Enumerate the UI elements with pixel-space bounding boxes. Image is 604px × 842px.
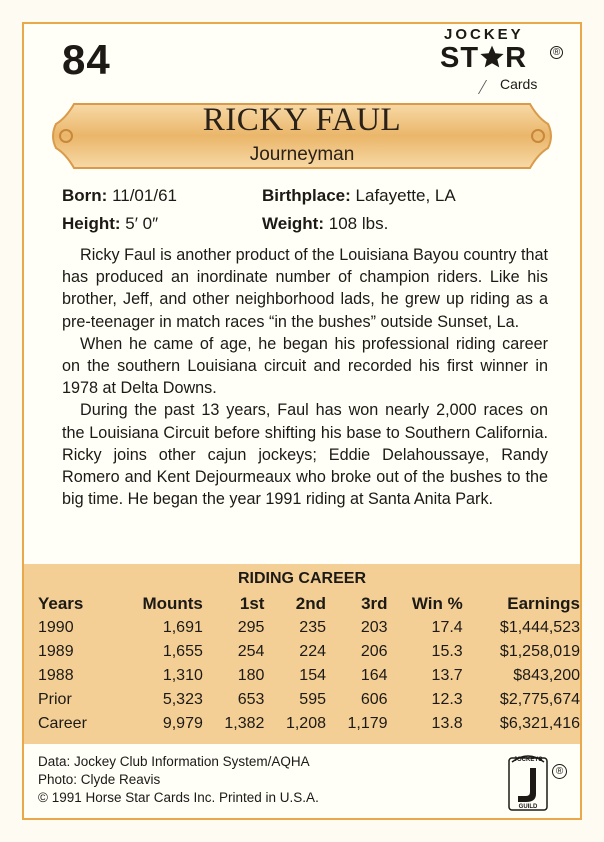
cell-year: 1989 xyxy=(38,643,74,660)
jockeys-guild-logo-icon xyxy=(508,750,548,812)
jockey-title: Journeyman xyxy=(249,144,355,165)
cell-mounts: 5,323 xyxy=(162,691,203,708)
logo-cards-text: Cards xyxy=(500,76,538,92)
cell-second: 235 xyxy=(299,619,326,636)
cell-second: 154 xyxy=(299,667,326,684)
cell-third: 606 xyxy=(360,691,388,708)
cell-win-pct: 13.8 xyxy=(431,715,463,732)
table-row xyxy=(38,640,580,664)
cell-win-pct: 15.3 xyxy=(431,643,463,660)
cell-win-pct: 13.7 xyxy=(431,667,463,684)
cell-third: 203 xyxy=(360,619,388,636)
biography xyxy=(62,244,548,510)
table-row xyxy=(38,712,580,736)
born-value: 11/01/61 xyxy=(112,186,177,205)
jockey-star-logo xyxy=(438,26,568,96)
height-value: 5′ 0″ xyxy=(125,214,159,233)
bio-paragraph: Ricky Faul is another product of the Louisiana Bayou country that has produced an inordinate number of champion riders. Like his brother, Jeff, and other neighborhood lads, he grew up riding as a pre-teenager in match races “in the bushes” outside Sunset, La. xyxy=(62,246,548,331)
card-number: 84 xyxy=(62,36,111,83)
credit-line: © 1991 Horse Star Cards Inc. Printed in U.S.A. xyxy=(38,790,319,805)
weight-label: Weight: xyxy=(262,214,325,233)
cell-earnings: $1,258,019 xyxy=(499,643,580,660)
table-row xyxy=(38,688,580,712)
cell-first: 254 xyxy=(237,643,265,660)
cell-earnings: $1,444,523 xyxy=(499,619,580,636)
column-header: Years xyxy=(38,594,84,613)
cell-earnings: $2,775,674 xyxy=(499,691,580,708)
cell-first: 295 xyxy=(237,619,265,636)
cell-mounts: 9,979 xyxy=(162,715,203,732)
birthplace-value: Lafayette, LA xyxy=(355,186,456,205)
cell-earnings: $6,321,416 xyxy=(499,715,580,732)
vitals-row xyxy=(62,214,562,236)
logo-top-text: JOCKEY xyxy=(444,26,524,43)
cell-year: Prior xyxy=(38,691,72,708)
born-label: Born: xyxy=(62,186,108,205)
star-icon xyxy=(479,44,505,70)
cell-win-pct: 12.3 xyxy=(431,691,463,708)
column-header: Win % xyxy=(411,594,463,613)
column-header: 1st xyxy=(239,594,265,613)
column-header: 3rd xyxy=(361,594,388,613)
cell-third: 164 xyxy=(360,667,388,684)
cell-earnings: $843,200 xyxy=(513,667,580,684)
cell-second: 224 xyxy=(299,643,326,660)
cell-year: Career xyxy=(38,715,87,732)
cell-mounts: 1,310 xyxy=(162,667,203,684)
jockey-name: RICKY FAUL xyxy=(202,102,402,138)
bio-paragraph: When he came of age, he began his professional riding career on the southern Louisiana circuit and recorded his first winner in 1978 at Delta Downs. xyxy=(62,334,548,398)
svg-text:GUILD: GUILD xyxy=(518,804,538,810)
logo-star-text: ST R xyxy=(440,42,528,74)
cell-first: 180 xyxy=(237,667,265,684)
column-header: Earnings xyxy=(507,594,580,613)
table-header-row xyxy=(38,592,580,616)
birthplace-label: Birthplace: xyxy=(262,186,351,205)
table-row xyxy=(38,616,580,640)
height-label: Height: xyxy=(62,214,121,233)
credit-line: Data: Jockey Club Information System/AQHA xyxy=(38,754,310,769)
riding-career-table xyxy=(38,592,580,736)
guild-registered-mark: ® xyxy=(552,764,567,779)
cell-mounts: 1,691 xyxy=(162,619,203,636)
cell-second: 1,208 xyxy=(285,715,326,732)
cell-third: 1,179 xyxy=(347,715,388,732)
riding-career-box xyxy=(24,564,580,744)
cell-first: 653 xyxy=(237,691,265,708)
column-header: 2nd xyxy=(295,594,326,613)
cell-second: 595 xyxy=(299,691,326,708)
cell-win-pct: 17.4 xyxy=(431,619,463,636)
cell-third: 206 xyxy=(360,643,388,660)
cell-year: 1988 xyxy=(38,667,74,684)
weight-value: 108 lbs. xyxy=(328,214,389,233)
column-header: Mounts xyxy=(142,594,203,613)
svg-text:JOCKEYS: JOCKEYS xyxy=(513,757,543,763)
vitals-row xyxy=(62,186,562,208)
table-row xyxy=(38,664,580,688)
credits xyxy=(38,753,319,807)
cell-mounts: 1,655 xyxy=(162,643,203,660)
cell-first: 1,382 xyxy=(224,715,265,732)
cell-year: 1990 xyxy=(38,619,74,636)
registered-mark: ® xyxy=(550,46,563,59)
bio-paragraph: During the past 13 years, Faul has won nearly 2,000 races on the Louisiana Circuit before shifting his base to Southern California. Ricky joins other cajun jockeys; Eddie Delahoussaye, Randy Romero and Kent Dejourmeaux who broke out of the bushes to the big time. He began the year 1991 riding at Santa Anita Park. xyxy=(62,401,548,509)
credit-line: Photo: Clyde Reavis xyxy=(38,772,161,787)
name-banner xyxy=(48,96,556,176)
riding-career-heading: RIDING CAREER xyxy=(237,570,366,587)
